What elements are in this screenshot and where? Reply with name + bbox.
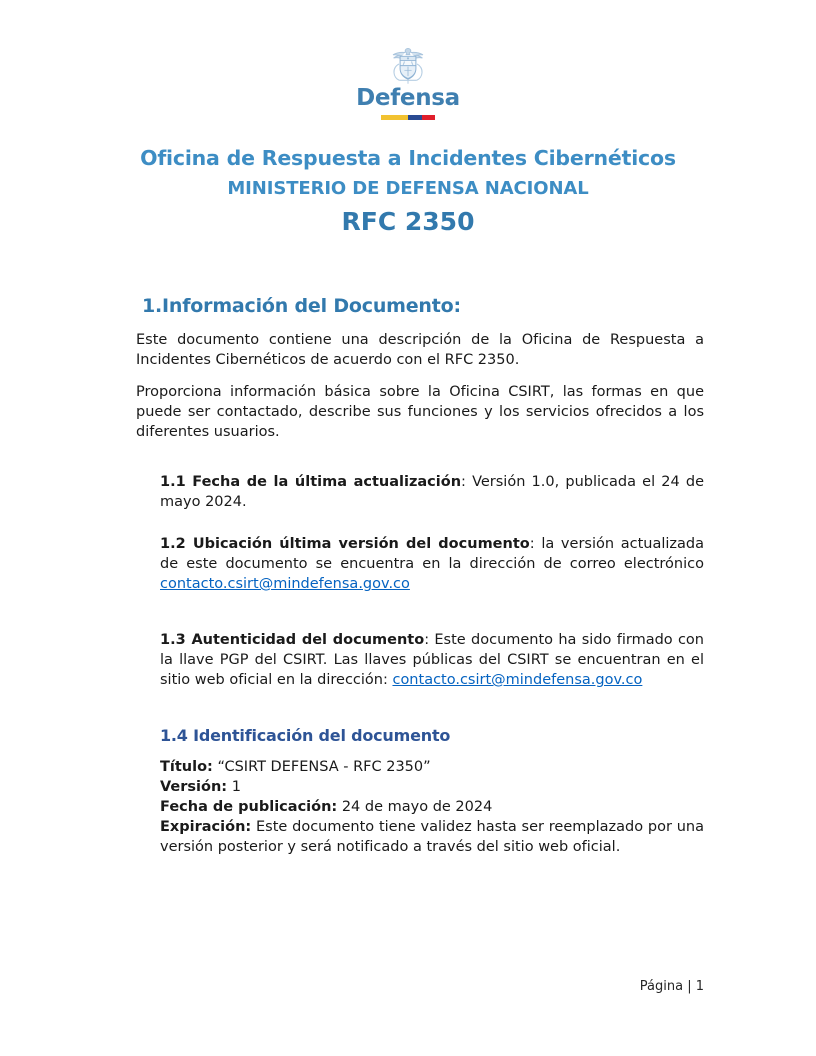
field-titulo-label: Título: <box>160 759 213 776</box>
section-1-1-text: Versión 1.0, publicada el 24 de mayo 2024. <box>160 474 704 511</box>
page-title: RFC 2350 <box>341 207 475 237</box>
page-footer <box>0 979 704 994</box>
flag-stripe-blue <box>408 115 422 120</box>
section-1-2-label: 1.2 Ubicación última versión del documento <box>160 536 530 553</box>
section-1-3 <box>160 630 704 690</box>
contact-email-link-1[interactable]: contacto.csirt@mindefensa.gov.co <box>160 576 410 593</box>
field-expiracion-value: Este documento tiene validez hasta ser reemplazado por una versión posterior y será notificado a través del sitio web oficial. <box>160 819 704 856</box>
document-identification-fields <box>160 757 704 857</box>
field-version-value: 1 <box>227 779 241 796</box>
section-1-4-heading: 1.4 Identificación del documento <box>160 726 451 746</box>
field-fecha-value: 24 de mayo de 2024 <box>337 799 493 816</box>
ministry-logo <box>0 0 816 120</box>
section-1-2-text: la versión actualizada de este documento se encuentra en la dirección de correo electrónico <box>160 536 705 573</box>
contact-email-link-2[interactable]: contacto.csirt@mindefensa.gov.co <box>392 672 643 689</box>
spacer <box>136 512 704 534</box>
section-1-1-label: 1.1 Fecha de la última actualización <box>160 474 462 491</box>
field-titulo <box>160 757 704 777</box>
field-fecha-publicacion <box>160 797 704 817</box>
field-titulo-value: “CSIRT DEFENSA - RFC 2350” <box>212 759 431 776</box>
field-version <box>160 777 704 797</box>
colombia-coat-of-arms-icon <box>386 44 430 86</box>
flag-stripe-yellow <box>381 115 408 120</box>
spacer <box>136 690 704 726</box>
section-1-3-label: 1.3 Autenticidad del documento <box>160 632 425 649</box>
flag-stripe-red <box>422 115 436 120</box>
org-title: Oficina de Respuesta a Incidentes Cibernéticos <box>140 146 676 170</box>
field-expiracion <box>160 817 704 857</box>
page-number: Página | 1 <box>639 979 704 994</box>
document-title-block <box>0 146 816 237</box>
document-body <box>0 295 816 857</box>
section-1-1 <box>160 472 704 512</box>
section-1-heading: 1.Información del Documento: <box>142 295 461 318</box>
colombia-flag-bar <box>381 115 435 120</box>
spacer <box>136 442 704 472</box>
section-1-paragraph-2: Proporciona información básica sobre la Oficina CSIRT, las formas en que puede ser contactado, describe sus funciones y los servicios ofrecidos a los diferentes usuarios. <box>136 384 704 440</box>
field-expiracion-label: Expiración: <box>160 819 252 836</box>
section-1-2-separator: : <box>529 536 542 553</box>
section-1-1-separator: : <box>461 474 473 491</box>
section-1-paragraph-1: Este documento contiene una descripción de la Oficina de Respuesta a Incidentes Cibernéticos de acuerdo con el RFC 2350. <box>136 332 704 368</box>
ministry-title: MINISTERIO DE DEFENSA NACIONAL <box>227 177 589 199</box>
logo-wordmark: Defensa <box>356 85 460 111</box>
field-version-label: Versión: <box>160 779 228 796</box>
section-1-3-text: Este documento ha sido firmado con la llave PGP del CSIRT. Las llaves públicas del CSIRT se encuentran en el sitio web oficial en la dirección: <box>160 632 704 689</box>
section-1-3-separator: : <box>424 632 435 649</box>
spacer <box>136 594 704 630</box>
field-fecha-label: Fecha de publicación: <box>160 799 338 816</box>
section-1-2 <box>160 534 704 594</box>
